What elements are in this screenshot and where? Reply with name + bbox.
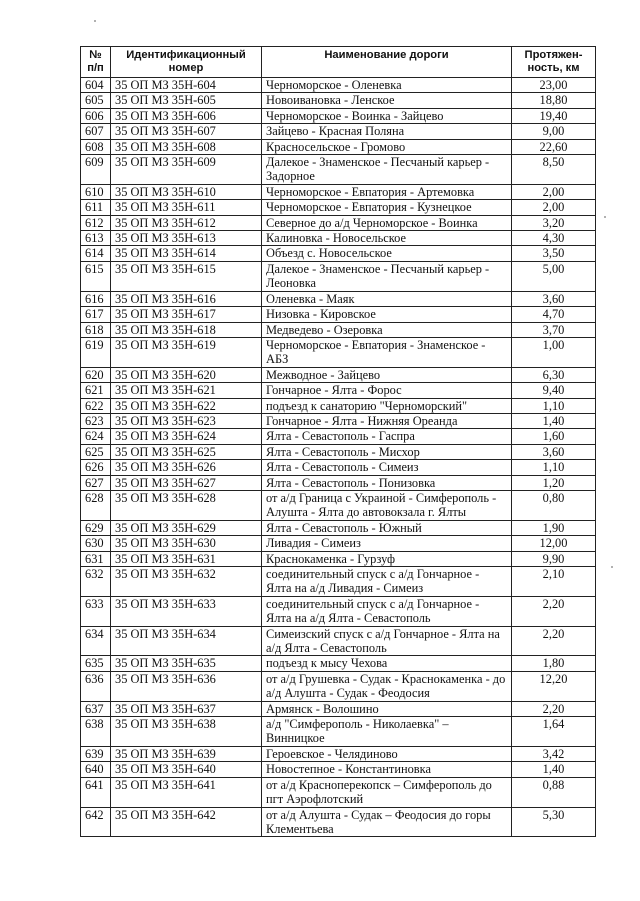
table-row <box>81 701 596 716</box>
road-id: 35 ОП МЗ 35Н-633 <box>111 596 262 626</box>
road-id: 35 ОП МЗ 35Н-630 <box>111 536 262 551</box>
road-length: 2,20 <box>512 701 596 716</box>
row-number: 617 <box>81 307 111 322</box>
row-number: 628 <box>81 490 111 520</box>
row-number: 610 <box>81 184 111 199</box>
road-id: 35 ОП МЗ 35Н-625 <box>111 444 262 459</box>
road-length: 3,50 <box>512 246 596 261</box>
table-row <box>81 139 596 154</box>
road-name: Медведево - Озеровка <box>262 322 512 337</box>
road-id: 35 ОП МЗ 35Н-613 <box>111 231 262 246</box>
road-name: от а/д Граница с Украиной - Симферополь - Алушта - Ялта до автовокзала г. Ялты <box>262 490 512 520</box>
row-number: 613 <box>81 231 111 246</box>
road-name: от а/д Красноперекопск – Симферополь до пгт Аэрофлотский <box>262 777 512 807</box>
road-name: подъезд к санаторию "Черноморский" <box>262 398 512 413</box>
road-name: Черноморское - Евпатория - Знаменское - АБЗ <box>262 337 512 367</box>
table-row <box>81 215 596 230</box>
road-name: подъезд к мысу Чехова <box>262 656 512 671</box>
row-number: 639 <box>81 746 111 761</box>
road-id: 35 ОП МЗ 35Н-620 <box>111 367 262 382</box>
road-length: 1,40 <box>512 762 596 777</box>
table-row <box>81 398 596 413</box>
road-name: Ялта - Севастополь - Гаспра <box>262 429 512 444</box>
road-id: 35 ОП МЗ 35Н-636 <box>111 671 262 701</box>
table-row <box>81 184 596 199</box>
road-id: 35 ОП МЗ 35Н-610 <box>111 184 262 199</box>
table-row <box>81 475 596 490</box>
road-id: 35 ОП МЗ 35Н-612 <box>111 215 262 230</box>
road-name: Ялта - Севастополь - Мисхор <box>262 444 512 459</box>
scan-speck <box>604 216 606 218</box>
road-name: Симеизский спуск с а/д Гончарное - Ялта на а/д Ялта - Севастополь <box>262 626 512 656</box>
road-length: 1,10 <box>512 398 596 413</box>
table-row <box>81 596 596 626</box>
road-id: 35 ОП МЗ 35Н-615 <box>111 261 262 291</box>
table-header-row <box>81 47 596 78</box>
row-number: 641 <box>81 777 111 807</box>
table-row <box>81 155 596 185</box>
road-length: 0,88 <box>512 777 596 807</box>
road-name: от а/д Грушевка - Судак - Краснокаменка - до а/д Алушта - Судак - Феодосия <box>262 671 512 701</box>
table-row <box>81 261 596 291</box>
row-number: 631 <box>81 551 111 566</box>
road-name: Черноморское - Оленевка <box>262 78 512 93</box>
road-length: 2,10 <box>512 567 596 597</box>
table-row <box>81 291 596 306</box>
road-name: Зайцево - Красная Поляна <box>262 124 512 139</box>
road-length: 5,30 <box>512 807 596 837</box>
row-number: 614 <box>81 246 111 261</box>
road-name: Армянск - Волошино <box>262 701 512 716</box>
road-name: Далекое - Знаменское - Песчаный карьер - Задорное <box>262 155 512 185</box>
road-id: 35 ОП МЗ 35Н-611 <box>111 200 262 215</box>
road-length: 1,20 <box>512 475 596 490</box>
road-length: 12,20 <box>512 671 596 701</box>
road-id: 35 ОП МЗ 35Н-607 <box>111 124 262 139</box>
road-length: 23,00 <box>512 78 596 93</box>
row-number: 605 <box>81 93 111 108</box>
road-name: Ялта - Севастополь - Понизовка <box>262 475 512 490</box>
road-length: 4,70 <box>512 307 596 322</box>
table-body <box>81 78 596 837</box>
table-row <box>81 746 596 761</box>
row-number: 625 <box>81 444 111 459</box>
row-number: 606 <box>81 108 111 123</box>
road-id: 35 ОП МЗ 35Н-624 <box>111 429 262 444</box>
road-length: 5,00 <box>512 261 596 291</box>
row-number: 629 <box>81 520 111 535</box>
road-id: 35 ОП МЗ 35Н-640 <box>111 762 262 777</box>
road-length: 0,80 <box>512 490 596 520</box>
row-number: 604 <box>81 78 111 93</box>
roads-table <box>80 46 596 837</box>
table-row <box>81 717 596 747</box>
scan-speck <box>94 20 96 22</box>
road-id: 35 ОП МЗ 35Н-626 <box>111 460 262 475</box>
road-length: 3,60 <box>512 444 596 459</box>
row-number: 624 <box>81 429 111 444</box>
road-id: 35 ОП МЗ 35Н-617 <box>111 307 262 322</box>
road-name: от а/д Алушта - Судак – Феодосия до горы Клементьева <box>262 807 512 837</box>
road-id: 35 ОП МЗ 35Н-637 <box>111 701 262 716</box>
road-id: 35 ОП МЗ 35Н-608 <box>111 139 262 154</box>
table-row <box>81 807 596 837</box>
road-name: Далекое - Знаменское - Песчаный карьер - Леоновка <box>262 261 512 291</box>
row-number: 626 <box>81 460 111 475</box>
road-id: 35 ОП МЗ 35Н-604 <box>111 78 262 93</box>
road-id: 35 ОП МЗ 35Н-629 <box>111 520 262 535</box>
road-length: 3,42 <box>512 746 596 761</box>
row-number: 611 <box>81 200 111 215</box>
road-length: 1,10 <box>512 460 596 475</box>
row-number: 623 <box>81 413 111 428</box>
road-length: 1,00 <box>512 337 596 367</box>
road-id: 35 ОП МЗ 35Н-614 <box>111 246 262 261</box>
road-length: 3,60 <box>512 291 596 306</box>
road-name: Черноморское - Евпатория - Кузнецкое <box>262 200 512 215</box>
road-length: 12,00 <box>512 536 596 551</box>
road-id: 35 ОП МЗ 35Н-638 <box>111 717 262 747</box>
table-row <box>81 551 596 566</box>
header-num: № п/п <box>81 47 111 78</box>
road-name: Ялта - Севастополь - Симеиз <box>262 460 512 475</box>
road-name: Гончарное - Ялта - Нижняя Ореанда <box>262 413 512 428</box>
road-length: 1,64 <box>512 717 596 747</box>
road-name: Ливадия - Симеиз <box>262 536 512 551</box>
table-row <box>81 337 596 367</box>
road-length: 3,70 <box>512 322 596 337</box>
row-number: 608 <box>81 139 111 154</box>
table-row <box>81 429 596 444</box>
road-name: Межводное - Зайцево <box>262 367 512 382</box>
table-row <box>81 490 596 520</box>
table-row <box>81 367 596 382</box>
road-length: 4,30 <box>512 231 596 246</box>
road-id: 35 ОП МЗ 35Н-619 <box>111 337 262 367</box>
row-number: 638 <box>81 717 111 747</box>
road-length: 9,40 <box>512 383 596 398</box>
table-row <box>81 626 596 656</box>
road-name: соединительный спуск с а/д Гончарное - Ялта на а/д Ливадия - Симеиз <box>262 567 512 597</box>
road-id: 35 ОП МЗ 35Н-622 <box>111 398 262 413</box>
road-id: 35 ОП МЗ 35Н-642 <box>111 807 262 837</box>
road-length: 19,40 <box>512 108 596 123</box>
road-id: 35 ОП МЗ 35Н-635 <box>111 656 262 671</box>
road-length: 2,00 <box>512 200 596 215</box>
road-name: Новостепное - Константиновка <box>262 762 512 777</box>
road-name: Героевское - Челядиново <box>262 746 512 761</box>
road-name: а/д "Симферополь - Николаевка" – Винницкое <box>262 717 512 747</box>
road-length: 18,80 <box>512 93 596 108</box>
road-id: 35 ОП МЗ 35Н-632 <box>111 567 262 597</box>
table-row <box>81 246 596 261</box>
road-name: Гончарное - Ялта - Форос <box>262 383 512 398</box>
road-id: 35 ОП МЗ 35Н-623 <box>111 413 262 428</box>
road-length: 2,00 <box>512 184 596 199</box>
road-id: 35 ОП МЗ 35Н-631 <box>111 551 262 566</box>
table-row <box>81 231 596 246</box>
road-id: 35 ОП МЗ 35Н-606 <box>111 108 262 123</box>
header-length: Протяжен-ность, км <box>512 47 596 78</box>
road-name: Калиновка - Новосельское <box>262 231 512 246</box>
row-number: 632 <box>81 567 111 597</box>
table-row <box>81 671 596 701</box>
road-name: Низовка - Кировское <box>262 307 512 322</box>
road-name: Северное до а/д Черноморское - Воинка <box>262 215 512 230</box>
table-row <box>81 520 596 535</box>
road-name: соединительный спуск с а/д Гончарное - Ялта на а/д Ялта - Севастополь <box>262 596 512 626</box>
road-length: 1,80 <box>512 656 596 671</box>
row-number: 620 <box>81 367 111 382</box>
road-name: Черноморское - Евпатория - Артемовка <box>262 184 512 199</box>
table-row <box>81 78 596 93</box>
table-row <box>81 93 596 108</box>
table-row <box>81 322 596 337</box>
road-length: 3,20 <box>512 215 596 230</box>
table-row <box>81 124 596 139</box>
row-number: 633 <box>81 596 111 626</box>
road-length: 1,40 <box>512 413 596 428</box>
road-name: Оленевка - Маяк <box>262 291 512 306</box>
road-id: 35 ОП МЗ 35Н-621 <box>111 383 262 398</box>
road-name: Черноморское - Воинка - Зайцево <box>262 108 512 123</box>
table-row <box>81 108 596 123</box>
row-number: 637 <box>81 701 111 716</box>
road-id: 35 ОП МЗ 35Н-609 <box>111 155 262 185</box>
road-length: 6,30 <box>512 367 596 382</box>
road-length: 1,90 <box>512 520 596 535</box>
table-row <box>81 200 596 215</box>
table-row <box>81 762 596 777</box>
row-number: 635 <box>81 656 111 671</box>
road-length: 8,50 <box>512 155 596 185</box>
header-id: Идентификационный номер <box>111 47 262 78</box>
row-number: 615 <box>81 261 111 291</box>
road-id: 35 ОП МЗ 35Н-616 <box>111 291 262 306</box>
table-row <box>81 777 596 807</box>
row-number: 627 <box>81 475 111 490</box>
road-id: 35 ОП МЗ 35Н-618 <box>111 322 262 337</box>
road-length: 9,90 <box>512 551 596 566</box>
road-length: 22,60 <box>512 139 596 154</box>
table-row <box>81 536 596 551</box>
row-number: 640 <box>81 762 111 777</box>
row-number: 634 <box>81 626 111 656</box>
road-name: Краснокаменка - Гурзуф <box>262 551 512 566</box>
road-length: 9,00 <box>512 124 596 139</box>
row-number: 618 <box>81 322 111 337</box>
road-id: 35 ОП МЗ 35Н-605 <box>111 93 262 108</box>
road-name: Объезд с. Новосельское <box>262 246 512 261</box>
table-row <box>81 383 596 398</box>
road-id: 35 ОП МЗ 35Н-639 <box>111 746 262 761</box>
table-row <box>81 307 596 322</box>
row-number: 607 <box>81 124 111 139</box>
row-number: 630 <box>81 536 111 551</box>
table-row <box>81 567 596 597</box>
row-number: 612 <box>81 215 111 230</box>
road-name: Ялта - Севастополь - Южный <box>262 520 512 535</box>
row-number: 609 <box>81 155 111 185</box>
row-number: 636 <box>81 671 111 701</box>
table-row <box>81 444 596 459</box>
row-number: 622 <box>81 398 111 413</box>
header-name: Наименование дороги <box>262 47 512 78</box>
row-number: 621 <box>81 383 111 398</box>
row-number: 616 <box>81 291 111 306</box>
row-number: 619 <box>81 337 111 367</box>
road-name: Красносельское - Громово <box>262 139 512 154</box>
road-length: 1,60 <box>512 429 596 444</box>
table-row <box>81 413 596 428</box>
table-row <box>81 460 596 475</box>
road-id: 35 ОП МЗ 35Н-634 <box>111 626 262 656</box>
road-name: Новоивановка - Ленское <box>262 93 512 108</box>
table-row <box>81 656 596 671</box>
road-length: 2,20 <box>512 596 596 626</box>
scan-speck <box>611 566 613 568</box>
road-length: 2,20 <box>512 626 596 656</box>
row-number: 642 <box>81 807 111 837</box>
road-id: 35 ОП МЗ 35Н-627 <box>111 475 262 490</box>
road-id: 35 ОП МЗ 35Н-641 <box>111 777 262 807</box>
road-id: 35 ОП МЗ 35Н-628 <box>111 490 262 520</box>
